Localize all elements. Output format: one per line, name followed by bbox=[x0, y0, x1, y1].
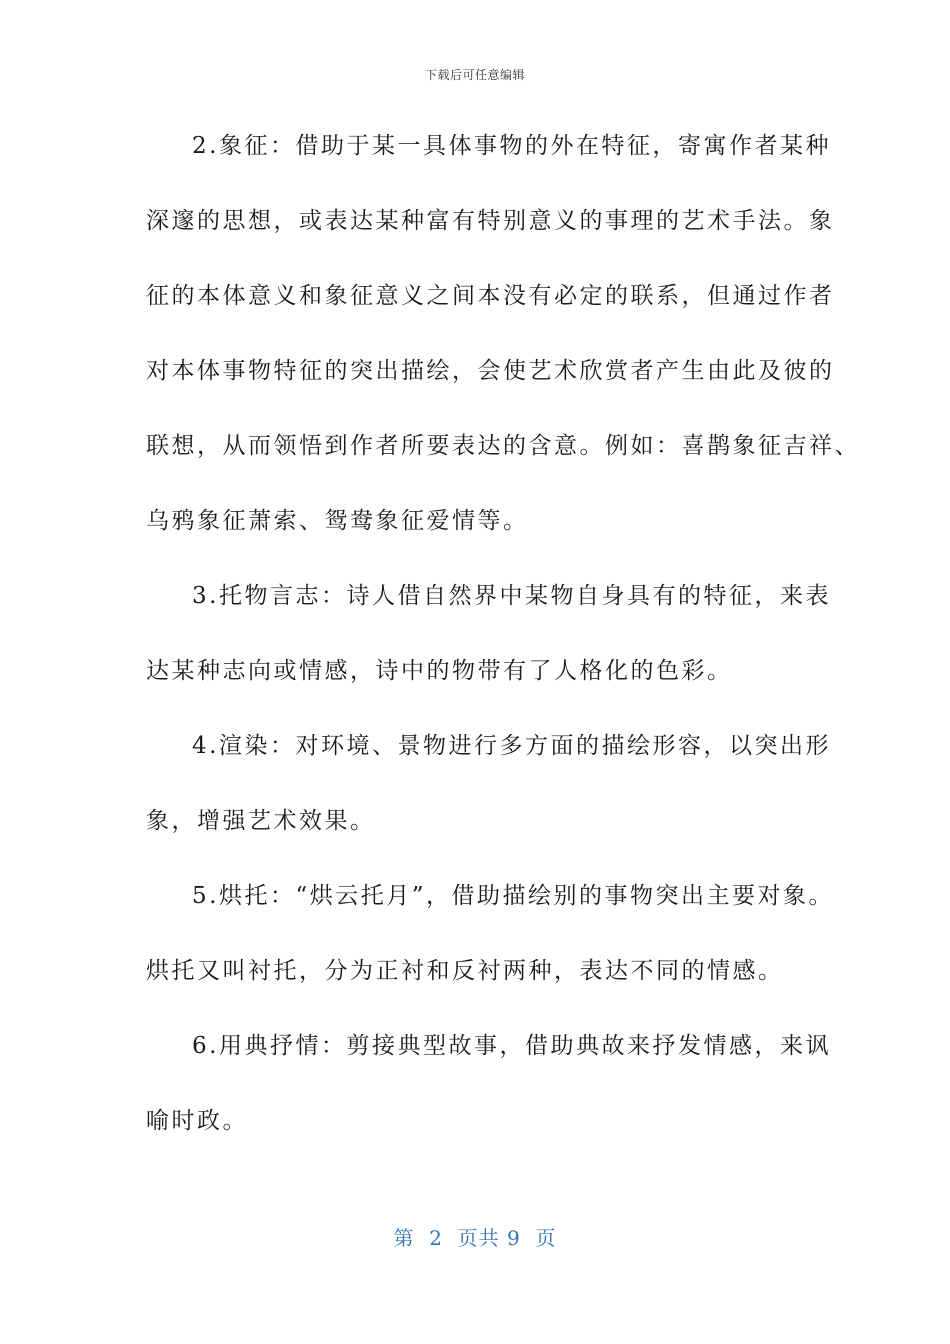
text-line: 4.渲染：对环境、景物进行多方面的描绘形容，以突出形 bbox=[192, 733, 831, 759]
text-line: 对本体事物特征的突出描绘，会使艺术欣赏者产生由此及彼的 bbox=[146, 358, 835, 384]
text-line: 3.托物言志：诗人借自然界中某物自身具有的特征，来表 bbox=[192, 583, 831, 609]
text-line: 5.烘托：“烘云托月”，借助描绘别的事物突出主要对象。 bbox=[192, 883, 834, 909]
text-line: 喻时政。 bbox=[146, 1108, 248, 1134]
text-line: 征的本体意义和象征意义之间本没有必定的联系，但通过作者 bbox=[146, 283, 835, 309]
text-line: 烘托又叫衬托，分为正衬和反衬两种，表达不同的情感。 bbox=[146, 958, 784, 984]
text-line: 乌鸦象征萧索、鸳鸯象征爱情等。 bbox=[146, 508, 529, 534]
page-number-footer: 第 2 页共 9 页 bbox=[393, 1226, 557, 1250]
header-note: 下载后可任意编辑 bbox=[424, 68, 525, 82]
text-line: 达某种志向或情感，诗中的物带有了人格化的色彩。 bbox=[146, 658, 733, 684]
document-body bbox=[146, 124, 860, 1174]
text-line: 2.象征：借助于某一具体事物的外在特征，寄寓作者某种 bbox=[192, 133, 831, 159]
text-line: 深邃的思想，或表达某种富有特别意义的事理的艺术手法。象 bbox=[146, 208, 835, 234]
text-line: 6.用典抒情：剪接典型故事，借助典故来抒发情感，来讽 bbox=[192, 1033, 831, 1059]
text-line: 联想，从而领悟到作者所要表达的含意。例如：喜鹊象征吉祥、 bbox=[146, 433, 860, 459]
text-line: 象，增强艺术效果。 bbox=[146, 808, 376, 834]
